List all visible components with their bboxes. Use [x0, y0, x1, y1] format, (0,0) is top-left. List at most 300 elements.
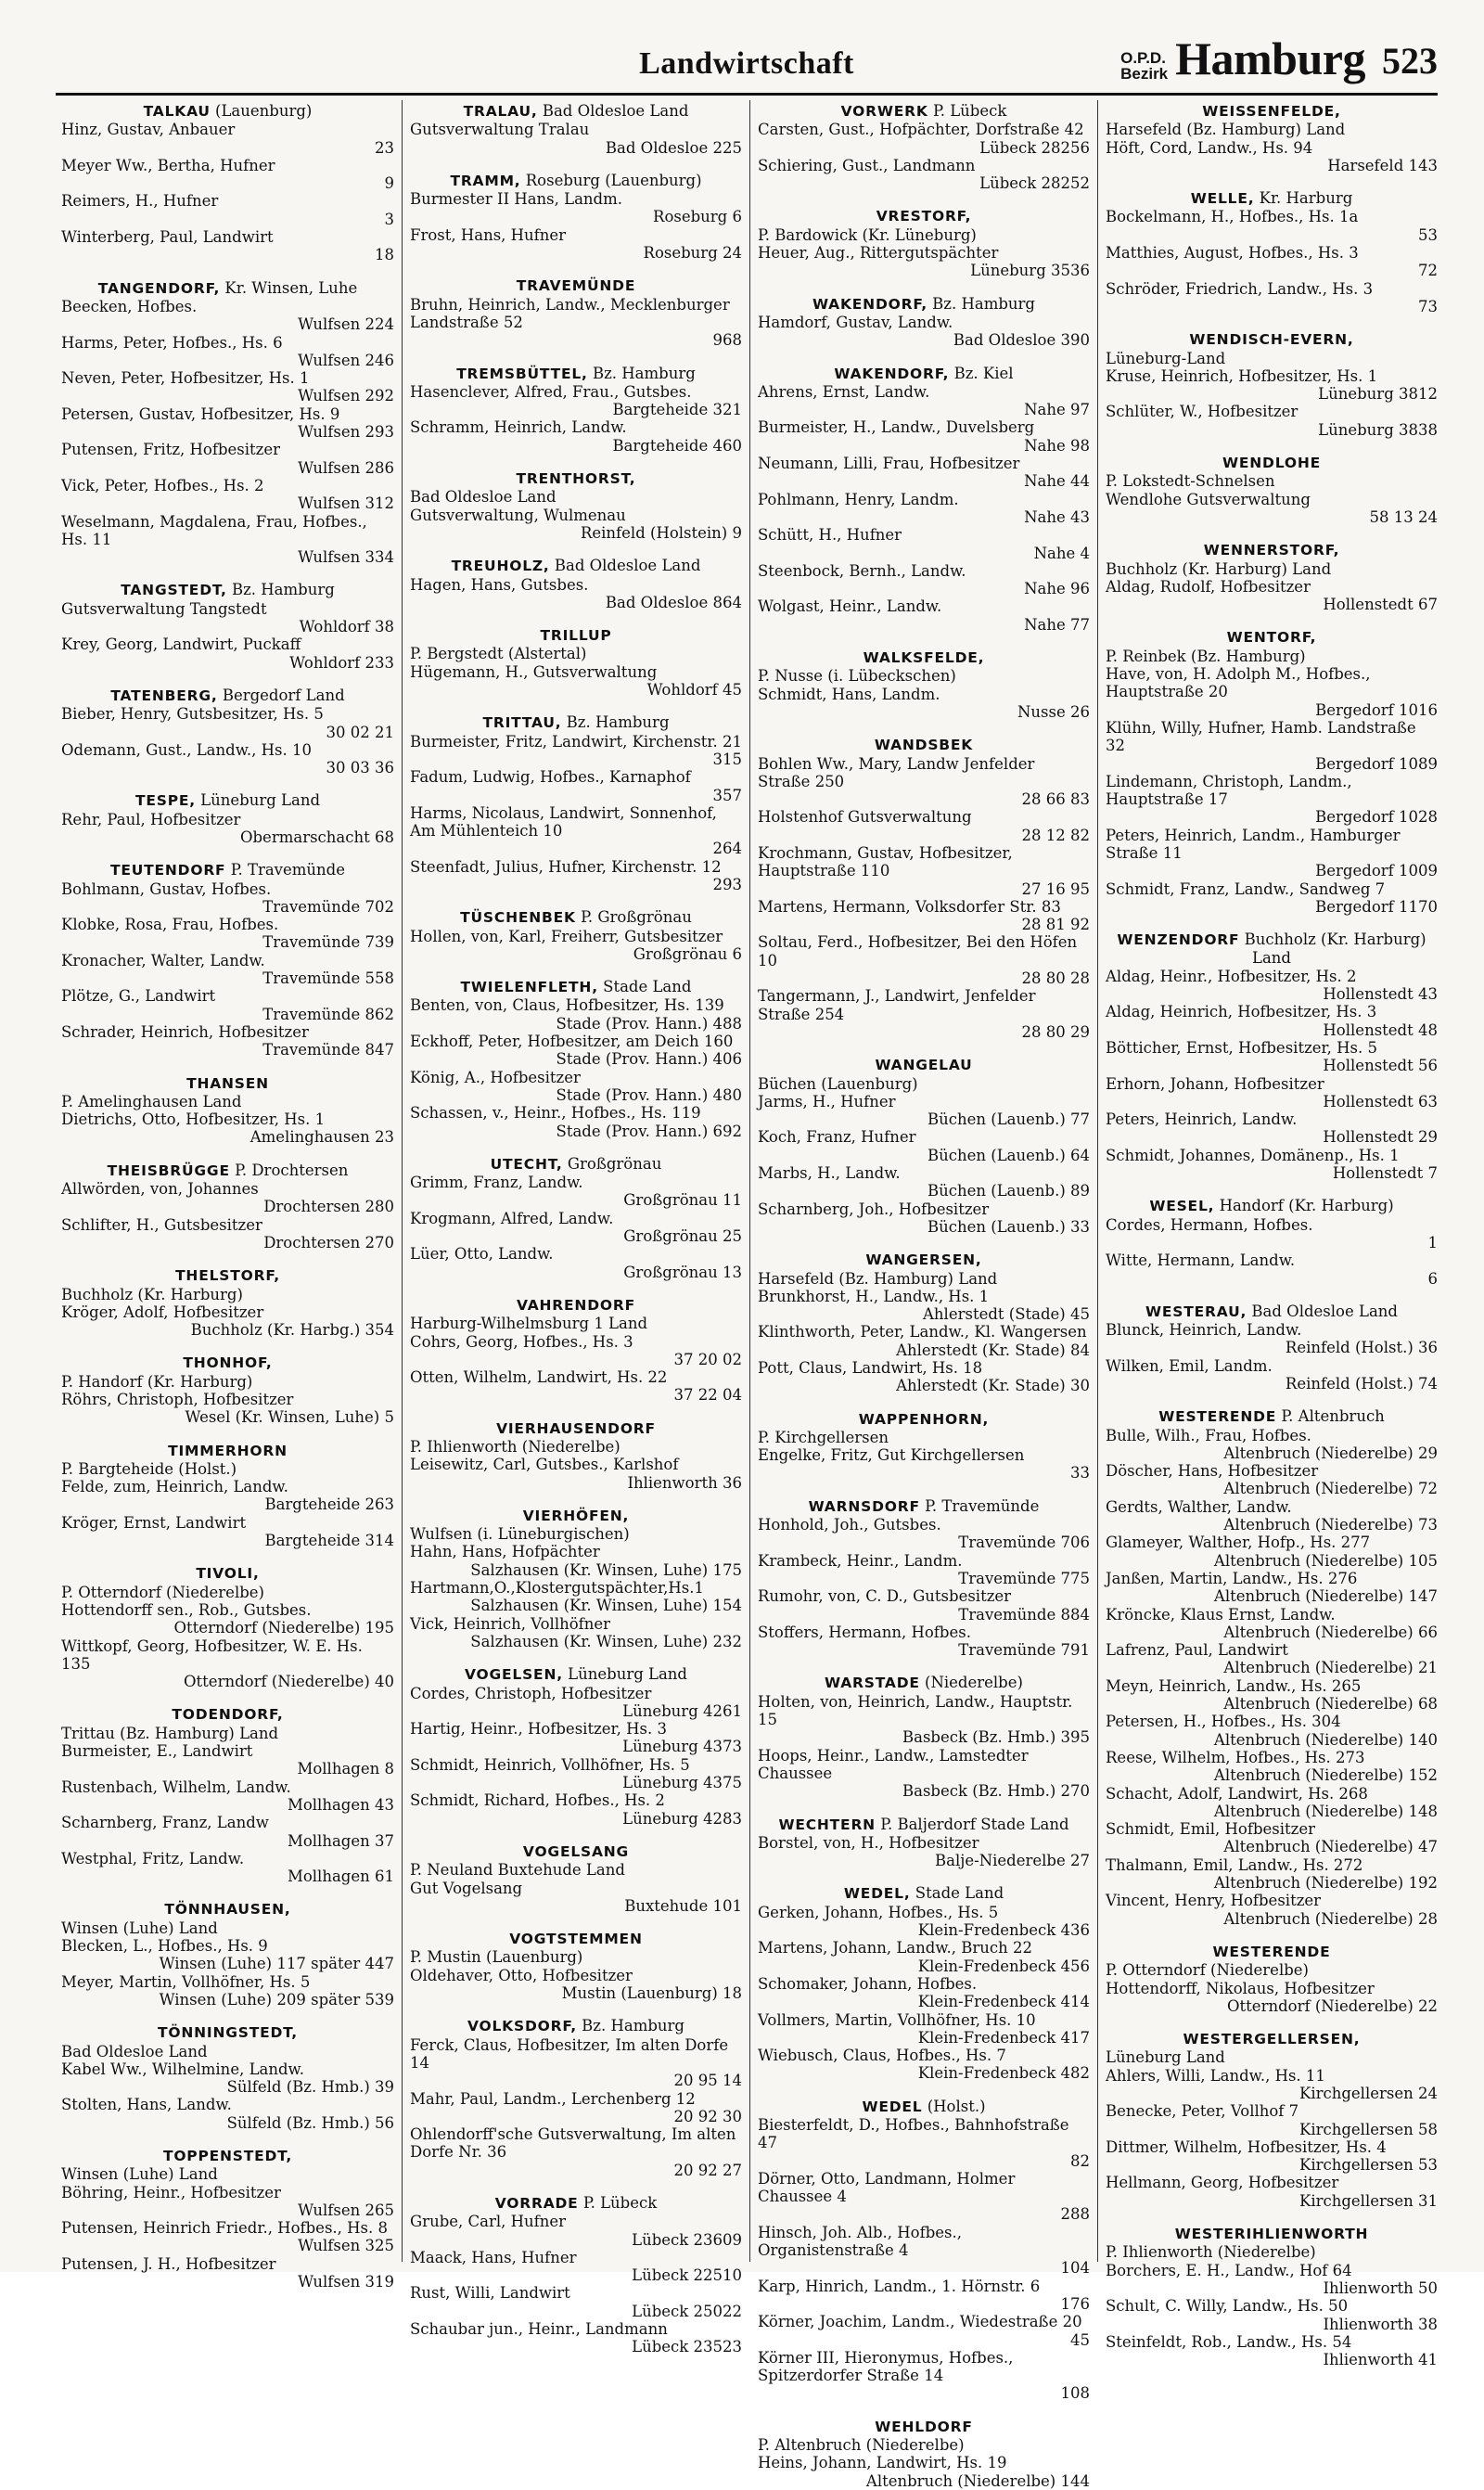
locality-heading — [1106, 1943, 1438, 1961]
entry-phone: Nahe 97 — [1024, 401, 1090, 419]
locality-postal: (Lauenburg) — [210, 102, 313, 120]
entry-name: Schaubar jun., Heinr., Landmann — [410, 2320, 668, 2339]
directory-entry — [758, 121, 1090, 157]
entry-name: Cordes, Hermann, Hofbes. — [1106, 1215, 1313, 1234]
entry-name: König, A., Hofbesitzer — [410, 1068, 581, 1086]
entry-name: Biesterfeldt, D., Hofbes., Bahnhofstraße 47 — [758, 2115, 1069, 2152]
directory-entry — [410, 1525, 742, 1543]
entry-name: Wiebusch, Claus, Hofbes., Hs. 7 — [758, 2047, 1006, 2065]
directory-entry — [61, 1514, 394, 1550]
directory-entry — [758, 844, 1090, 898]
entry-phone: Travemünde 862 — [262, 1005, 394, 1023]
entry-name: Schult, C. Willy, Landw., Hs. 50 — [1106, 2297, 1349, 2316]
entry-phone: 968 — [712, 331, 742, 350]
locality-section — [61, 2147, 394, 2291]
entry-name: Kronacher, Walter, Landw. — [61, 951, 265, 969]
locality-section — [61, 581, 394, 671]
directory-entry — [758, 2116, 1090, 2170]
entry-phone: 72 — [1418, 262, 1438, 280]
directory-entry — [410, 768, 742, 804]
entry-phone: Altenbruch (Niederelbe) 72 — [1223, 1480, 1438, 1498]
entry-name: Schramm, Heinrich, Landw. — [410, 418, 627, 437]
locality-heading — [410, 469, 742, 488]
entry-phone: Travemünde 847 — [262, 1041, 394, 1059]
directory-entry — [758, 491, 1090, 527]
locality-section — [410, 1665, 742, 1828]
locality-heading — [61, 1074, 394, 1093]
entry-name: Kabel Ww., Wilhelmine, Landw. — [61, 2060, 304, 2078]
locality-name: TODENDORF, — [172, 1706, 284, 1724]
directory-entry — [410, 928, 742, 964]
directory-entry — [1106, 121, 1438, 138]
entry-phone: Wulfsen 286 — [298, 458, 394, 477]
entry-name: Fadum, Ludwig, Hofbes., Karnaphof — [410, 768, 691, 787]
entry-name: Karp, Hinrich, Landm., 1. Hörnstr. 6 — [758, 2277, 1041, 2295]
directory-entry — [1106, 2067, 1438, 2103]
directory-entry — [410, 576, 742, 612]
directory-entry — [1106, 560, 1438, 578]
entry-name: Winsen (Luhe) Land — [61, 1919, 218, 1937]
locality-heading — [758, 1884, 1090, 1903]
entry-phone: Stade (Prov. Hann.) 692 — [556, 1122, 742, 1140]
directory-entry — [758, 1075, 1090, 1093]
entry-name: Schacht, Adolf, Landwirt, Hs. 268 — [1106, 1784, 1368, 1803]
entry-phone: 315 — [712, 750, 742, 768]
entry-name: Schrader, Heinrich, Hofbesitzer — [61, 1022, 309, 1041]
entry-name: Schmidt, Emil, Hofbesitzer — [1106, 1820, 1315, 1839]
locality-section — [61, 1705, 394, 1885]
locality-heading — [758, 1410, 1090, 1429]
entry-name: Reimers, H., Hufner — [61, 192, 219, 211]
locality-section — [1106, 931, 1438, 1182]
directory-entry — [61, 2165, 394, 2183]
locality-name: VORWERK — [840, 103, 928, 120]
locality-heading — [410, 1507, 742, 1525]
locality-heading — [758, 102, 1090, 121]
entry-name: Harsefeld (Bz. Hamburg) Land — [758, 1269, 998, 1288]
entry-phone: Lübeck 28256 — [979, 138, 1090, 157]
locality-name: TÖNNINGSTEDT, — [158, 2024, 298, 2042]
entry-phone: Wulfsen 325 — [298, 2237, 394, 2255]
entry-phone: 82 — [1070, 2151, 1090, 2170]
entry-phone: Altenbruch (Niederelbe) 140 — [1213, 1730, 1438, 1749]
entry-phone: Altenbruch (Niederelbe) 147 — [1213, 1587, 1438, 1606]
locality-section — [1106, 189, 1438, 315]
entry-phone: Mollhagen 37 — [287, 1831, 394, 1850]
entry-name: Westphal, Fritz, Landw. — [61, 1849, 245, 1868]
entry-phone: Altenbruch (Niederelbe) 21 — [1223, 1659, 1438, 1677]
entry-phone: Bergedorf 1009 — [1315, 862, 1438, 880]
entry-phone: 104 — [1060, 2259, 1090, 2278]
directory-entry — [410, 2036, 742, 2090]
entry-name: Oldehaver, Otto, Hofbesitzer — [410, 1966, 633, 1984]
locality-name: WESEL, — [1149, 1198, 1215, 1215]
entry-name: Gutsverwaltung, Wulmenau — [410, 506, 626, 524]
entry-phone: 28 80 29 — [1021, 1022, 1090, 1041]
locality-postal: Stade Land — [597, 978, 692, 996]
locality-heading — [1106, 454, 1438, 472]
entry-name: P. Bargteheide (Holst.) — [61, 1459, 237, 1478]
entry-phone: 20 92 27 — [673, 2161, 742, 2179]
directory-entry — [410, 1456, 742, 1492]
entry-phone: Bergedorf 1089 — [1315, 754, 1438, 773]
locality-section — [1106, 102, 1438, 174]
entry-name: Kröncke, Klaus Ernst, Landw. — [1106, 1605, 1336, 1624]
directory-entry — [758, 987, 1090, 1041]
entry-phone: Stade (Prov. Hann.) 406 — [556, 1050, 742, 1069]
entry-phone: Bad Oldesloe 390 — [953, 331, 1090, 350]
entry-name: P. Lokstedt-Schnelsen — [1106, 472, 1275, 491]
locality-name: TRAVEMÜNDE — [516, 277, 636, 295]
directory-entry — [758, 157, 1090, 193]
locality-heading — [61, 102, 394, 121]
directory-entry — [1106, 244, 1438, 280]
directory-entry — [61, 916, 394, 952]
locality-postal: P. Travemünde — [225, 861, 345, 879]
entry-phone: Travemünde 775 — [958, 1569, 1090, 1587]
directory-entry — [410, 1615, 742, 1651]
locality-name: WENNERSTORF, — [1203, 542, 1340, 559]
entry-name: Scharnberg, Joh., Hofbesitzer — [758, 1200, 990, 1218]
entry-name: Steenfadt, Julius, Hufner, Kirchenstr. 12 — [410, 857, 722, 876]
entry-name: Hollen, von, Karl, Freiherr, Gutsbesitzer — [410, 927, 723, 945]
entry-phone: Großgrönau 11 — [623, 1191, 742, 1210]
entry-name: Hartig, Heinr., Hofbesitzer, Hs. 3 — [410, 1720, 667, 1739]
entry-phone: Hollenstedt 29 — [1323, 1128, 1438, 1147]
directory-entry — [410, 1069, 742, 1105]
locality-postal: P. Baljerdorf Stade Land — [875, 1815, 1069, 1833]
entry-name: Holstenhof Gutsverwaltung — [758, 808, 972, 827]
entry-name: Buchholz (Kr. Harburg) — [61, 1285, 243, 1303]
entry-phone: Nahe 98 — [1024, 436, 1090, 455]
entry-name: Burmeister, Fritz, Landwirt, Kirchenstr. 21 — [410, 732, 742, 751]
entry-phone: Wulfsen 293 — [298, 423, 394, 442]
locality-name: THONHOF, — [183, 1354, 273, 1372]
directory-entry — [758, 2313, 1090, 2349]
entry-name: Maack, Hans, Hufner — [410, 2248, 577, 2266]
directory-entry — [758, 2349, 1090, 2403]
entry-name: Wilken, Emil, Landm. — [1106, 1356, 1273, 1375]
locality-name: WESTERAU, — [1145, 1303, 1247, 1320]
directory-entry — [1106, 1147, 1438, 1183]
directory-entry — [410, 645, 742, 662]
directory-entry — [1106, 1980, 1438, 2016]
directory-entry — [1106, 350, 1438, 367]
directory-entry — [758, 244, 1090, 280]
locality-section — [410, 102, 742, 157]
entry-phone: Drochtersen 280 — [263, 1198, 394, 1216]
directory-entry — [61, 513, 394, 567]
directory-entry — [410, 1543, 742, 1579]
locality-name: WESTERENDE — [1158, 1408, 1277, 1426]
entry-name: Borstel, von, H., Hofbesitzer — [758, 1833, 979, 1852]
directory-entry — [1106, 1498, 1438, 1534]
entry-name: P. Bergstedt (Alstertal) — [410, 645, 587, 663]
entry-name: Schomaker, Johann, Hofbes. — [758, 1974, 978, 1993]
locality-section — [758, 648, 1090, 721]
locality-name: THELSTORF, — [175, 1267, 280, 1285]
locality-heading — [1106, 628, 1438, 647]
locality-heading — [410, 713, 742, 732]
locality-heading — [61, 1354, 394, 1372]
locality-section — [1106, 2225, 1438, 2368]
locality-heading — [1106, 2225, 1438, 2243]
entry-phone: Mollhagen 43 — [287, 1795, 394, 1814]
locality-heading — [410, 1842, 742, 1861]
locality-section — [1106, 1303, 1438, 1393]
directory-entry — [61, 2043, 394, 2060]
entry-phone: Wohldorf 233 — [289, 653, 394, 672]
directory-entry — [758, 226, 1090, 244]
locality-heading — [61, 1266, 394, 1285]
directory-entry — [61, 987, 394, 1023]
entry-phone: Lüneburg 4283 — [622, 1809, 742, 1828]
section-title: Landwirtschaft — [639, 46, 854, 81]
directory-entry — [758, 455, 1090, 491]
locality-heading — [758, 648, 1090, 667]
entry-phone: Lüneburg 3838 — [1318, 420, 1438, 439]
entry-name: Klinthworth, Peter, Landw., Kl. Wangersen — [758, 1323, 1087, 1341]
directory-entry — [758, 1939, 1090, 1975]
directory-entry — [758, 1288, 1090, 1324]
entry-name: Scharnberg, Franz, Landw — [61, 1814, 269, 1832]
directory-entry — [61, 1460, 394, 1478]
entry-name: Putensen, J. H., Hofbesitzer — [61, 2254, 276, 2273]
entry-name: Schröder, Friedrich, Landw., Hs. 3 — [1106, 279, 1374, 298]
entry-name: Dörner, Otto, Landmann, Holmer Chaussee 4 — [758, 2169, 1016, 2206]
locality-section — [410, 1419, 742, 1492]
directory-entry — [410, 1720, 742, 1756]
locality-postal: Stade Land — [910, 1884, 1004, 1903]
directory-entry — [410, 2090, 742, 2126]
directory-entry — [1106, 880, 1438, 917]
directory-entry — [410, 2249, 742, 2285]
locality-section — [758, 1056, 1090, 1236]
entry-phone: Wulfsen 319 — [298, 2273, 394, 2291]
directory-entry — [758, 526, 1090, 562]
locality-section — [61, 1564, 394, 1690]
entry-name: Cohrs, Georg, Hofbes., Hs. 3 — [410, 1332, 633, 1351]
directory-entry — [758, 1270, 1090, 1288]
entry-phone: Büchen (Lauenb.) 77 — [928, 1110, 1090, 1129]
entry-phone: Wulfsen 265 — [298, 2201, 394, 2219]
entry-name: P. Otterndorf (Niederelbe) — [1106, 1961, 1309, 1980]
directory-entry — [61, 635, 394, 672]
locality-name: VOGELSANG — [522, 1842, 630, 1860]
entry-name: Lüneburg Land — [1106, 2048, 1225, 2067]
locality-section — [410, 172, 742, 262]
entry-phone: Bergedorf 1016 — [1315, 700, 1438, 719]
locality-name: TANGSTEDT, — [121, 582, 227, 599]
locality-heading — [61, 1162, 394, 1180]
locality-name: VORRADE — [494, 2194, 579, 2212]
entry-name: Matthies, August, Hofbes., Hs. 3 — [1106, 244, 1359, 263]
entry-name: Holten, von, Heinrich, Landw., Hauptstr. 15 — [758, 1692, 1073, 1729]
entry-phone: Altenbruch (Niederelbe) 144 — [865, 2471, 1090, 2490]
directory-entry — [410, 1948, 742, 1966]
entry-phone: 30 03 36 — [326, 759, 394, 777]
entry-name: Rust, Willi, Landwirt — [410, 2284, 570, 2303]
locality-heading — [410, 2017, 742, 2035]
directory-entry — [61, 2184, 394, 2220]
entry-phone: Nusse 26 — [1017, 702, 1090, 721]
entry-phone: 23 — [375, 138, 394, 157]
locality-postal: (Niederelbe) — [919, 1674, 1023, 1692]
entry-name: Burmester II Hans, Landm. — [410, 190, 623, 209]
entry-name: Felde, zum, Heinrich, Landw. — [61, 1478, 288, 1496]
entry-name: Meyer Ww., Bertha, Hufner — [61, 156, 275, 174]
locality-name: WEHLDORF — [875, 2418, 973, 2435]
entry-phone: Mustin (Lauenburg) 18 — [561, 1984, 742, 2003]
locality-postal: P. Travemünde — [919, 1496, 1040, 1515]
locality-section — [410, 2194, 742, 2356]
directory-entry — [61, 1478, 394, 1514]
locality-postal: Bergedorf Land — [217, 686, 345, 704]
entry-phone: Wohldorf 38 — [299, 618, 394, 636]
locality-name: VOGELSEN, — [465, 1666, 563, 1684]
directory-entry — [1106, 472, 1438, 490]
entry-phone: 20 95 14 — [673, 2072, 742, 2090]
directory-entry — [410, 1861, 742, 1879]
locality-name: WELLE, — [1190, 190, 1255, 208]
entry-name: Benten, von, Claus, Hofbesitzer, Hs. 139 — [410, 996, 724, 1015]
entry-phone: 6 — [1427, 1269, 1438, 1288]
directory-entry — [1106, 578, 1438, 614]
entry-name: Ahlers, Willi, Landw., Hs. 11 — [1106, 2066, 1325, 2085]
entry-name: Allwörden, von, Johannes — [61, 1180, 259, 1199]
locality-section — [410, 1296, 742, 1405]
entry-name: Vollmers, Martin, Vollhöfner, Hs. 10 — [758, 2010, 1036, 2029]
locality-name: WANGERSEN, — [865, 1251, 982, 1269]
entry-phone: Hollenstedt 63 — [1323, 1092, 1438, 1110]
entry-phone: Altenbruch (Niederelbe) 152 — [1213, 1766, 1438, 1785]
entry-phone: Salzhausen (Kr. Winsen, Luhe) 175 — [470, 1560, 742, 1579]
directory-entry — [1106, 491, 1438, 527]
entry-name: P. Amelinghausen Land — [61, 1092, 242, 1110]
entry-phone: 28 81 92 — [1021, 916, 1090, 934]
locality-heading — [410, 557, 742, 575]
directory-entry — [758, 1323, 1090, 1359]
locality-section — [1106, 541, 1438, 613]
entry-phone: Travemünde 702 — [262, 897, 394, 916]
directory-entry — [410, 1245, 742, 1281]
locality-section — [410, 1155, 742, 1281]
entry-name: Lüer, Otto, Landw. — [410, 1245, 554, 1264]
locality-postal: Bz. Hamburg — [576, 2017, 684, 2035]
directory-entry — [410, 488, 742, 506]
entry-phone: Reinfeld (Holst.) 36 — [1285, 1339, 1438, 1357]
entry-phone: Salzhausen (Kr. Winsen, Luhe) 154 — [470, 1597, 742, 1615]
locality-section — [758, 1497, 1090, 1660]
entry-name: P. Kirchgellersen — [758, 1428, 889, 1446]
locality-heading — [1106, 330, 1438, 349]
locality-name: TRITTAU, — [482, 714, 562, 732]
locality-heading — [61, 1442, 394, 1460]
entry-name: Tangermann, J., Landwirt, Jenfelder Straße 254 — [758, 987, 1036, 1023]
entry-name: Röhrs, Christoph, Hofbesitzer — [61, 1391, 294, 1408]
entry-name: Marbs, H., Landw. — [758, 1164, 901, 1183]
locality-name: TREMSBÜTTEL, — [456, 365, 588, 382]
entry-phone: Wulfsen 246 — [298, 351, 394, 369]
directory-entry — [61, 1373, 394, 1391]
entry-name: Heuer, Aug., Rittergutspächter — [758, 244, 999, 263]
entry-name: Burmeister, E., Landwirt — [61, 1742, 253, 1761]
entry-phone: Buchholz (Kr. Harbg.) 354 — [190, 1321, 394, 1340]
locality-section — [758, 207, 1090, 279]
directory-entry — [758, 383, 1090, 419]
entry-name: Blecken, L., Hofbes., Hs. 9 — [61, 1937, 268, 1956]
entry-name: Wittkopf, Georg, Hofbesitzer, W. E. Hs. 135 — [61, 1636, 363, 1673]
entry-name: Grimm, Franz, Landw. — [410, 1174, 583, 1192]
directory-entry — [1106, 1321, 1438, 1357]
entry-name: Harburg-Wilhelmsburg 1 Land — [410, 1315, 648, 1333]
entry-phone: Otterndorf (Niederelbe) 195 — [173, 1619, 394, 1637]
directory-entry — [1106, 2174, 1438, 2210]
locality-heading — [758, 207, 1090, 225]
locality-section — [758, 102, 1090, 192]
locality-postal: P. Lübeck — [928, 102, 1007, 120]
entry-phone: Bargteheide 263 — [264, 1495, 394, 1514]
directory-entry — [1106, 648, 1438, 665]
directory-column — [402, 100, 749, 2356]
entry-name: Janßen, Martin, Landw., Hs. 276 — [1106, 1569, 1358, 1587]
directory-entry — [1106, 719, 1438, 773]
directory-entry — [61, 1814, 394, 1850]
locality-heading — [61, 279, 394, 298]
entry-name: Gutsverwaltung Tralau — [410, 121, 590, 139]
locality-postal: Buchholz (Kr. Harburg) Land — [1239, 931, 1426, 968]
locality-section — [758, 1816, 1090, 1870]
directory-entry — [410, 1315, 742, 1332]
locality-postal: Lüneburg Land — [562, 1665, 687, 1684]
entry-name: Honhold, Joh., Gutsbes. — [758, 1516, 941, 1534]
directory-entry — [61, 1637, 394, 1691]
directory-entry — [61, 880, 394, 917]
directory-entry — [410, 1685, 742, 1721]
locality-heading — [758, 1056, 1090, 1074]
entry-phone: 53 — [1418, 225, 1438, 244]
entry-phone: Altenbruch (Niederelbe) 47 — [1223, 1838, 1438, 1856]
directory-entry — [61, 811, 394, 847]
directory-entry — [1106, 1534, 1438, 1570]
directory-entry — [61, 2219, 394, 2255]
locality-heading — [410, 102, 742, 121]
entry-phone: Lüneburg 3536 — [970, 262, 1090, 280]
entry-phone: Buxtehude 101 — [624, 1896, 742, 1915]
entry-name: Aldag, Rudolf, Hofbesitzer — [1106, 577, 1311, 596]
entry-phone: Mollhagen 8 — [297, 1760, 394, 1778]
directory-entry — [410, 1174, 742, 1210]
entry-phone: Wulfsen 312 — [298, 494, 394, 513]
entry-name: Aldag, Heinrich, Hofbesitzer, Hs. 3 — [1106, 1003, 1377, 1021]
entry-phone: Klein-Fredenbeck 417 — [917, 2028, 1090, 2047]
directory-entry — [1106, 1570, 1438, 1606]
entry-phone: Ahlerstedt (Kr. Stade) 30 — [896, 1377, 1090, 1395]
columns — [54, 100, 1445, 2490]
locality-heading — [758, 1816, 1090, 1834]
entry-name: Erhorn, Johann, Hofbesitzer — [1106, 1074, 1324, 1093]
entry-phone: Kirchgellersen 53 — [1299, 2156, 1438, 2175]
directory-entry — [61, 121, 394, 157]
locality-section — [61, 1074, 394, 1147]
opd-label: O.P.D. Bezirk — [1120, 49, 1169, 83]
entry-name: Höft, Cord, Landw., Hs. 94 — [1106, 138, 1313, 157]
locality-section — [1106, 2030, 1438, 2210]
directory-entry — [1106, 1856, 1438, 1893]
directory-entry — [1106, 1003, 1438, 1039]
directory-entry — [1106, 1892, 1438, 1928]
directory-entry — [1106, 2102, 1438, 2138]
